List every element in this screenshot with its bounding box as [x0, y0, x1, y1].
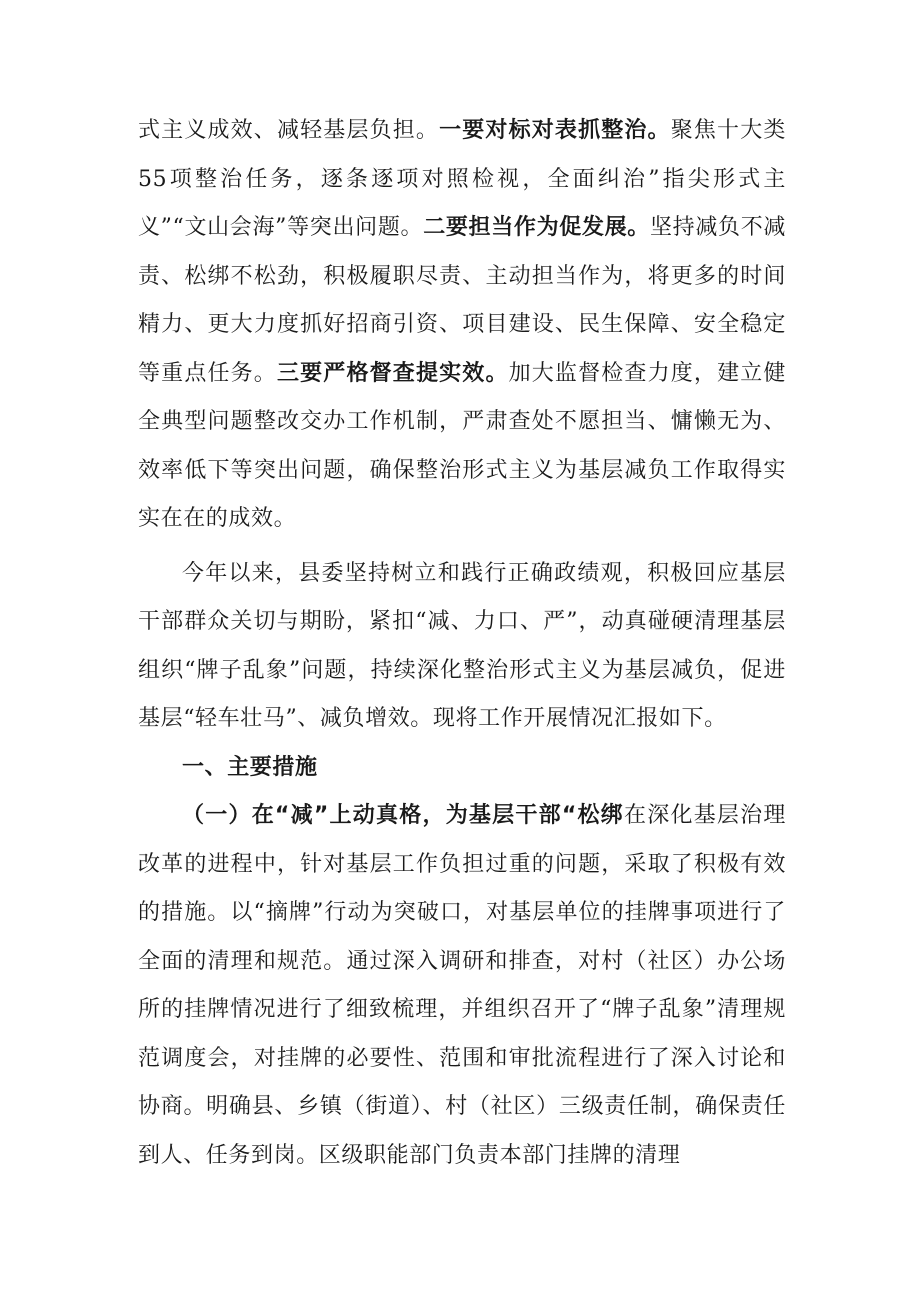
paragraph-text: 式主义成效、减轻基层负担。: [138, 118, 440, 143]
paragraph-intro: 今年以来，县委坚持树立和践行正确政绩观，积极回应基层干部群众关切与期盼，紧扣“减、力口、严”，动真碰硬清理基层组织“牌子乱象”问题，持续深化整治形式主义为基层减负，促进基层“轻车壮马”、减负增效。现将工作开展情况汇报如下。: [138, 560, 786, 731]
document-body: [138, 107, 786, 1180]
paragraph-text: 坚持减负不减责、松绑不松劲，积极履职尽责、主动担当作为，将更多的时间精力、更大力度抓好招商引资、项目建设、民生保障、安全稳定等重点任务。: [138, 215, 786, 386]
section-heading: 一、主要措施: [182, 754, 318, 780]
subsection-heading: （一）在“减”上动真格，为基层干部“松绑: [182, 803, 624, 828]
bold-point-two: 二要担当作为促发展。: [423, 215, 650, 240]
bold-point-three: 三要严格督查提实效。: [276, 360, 509, 386]
paragraph-text: 聚焦十大类55项整治任务，逐条逐项对照检视，全面纠治”指尖形式主义”“文山会海”等突出问题。: [138, 118, 786, 240]
paragraph-text: 在深化基层治理改革的进程中，针对基层工作负担过重的问题，采取了积极有效的措施。以“摘牌”行动为突破口，对基层单位的挂牌事项进行了全面的清理和规范。通过深入调研和排查，对村（社区）办公场所的挂牌情况进行了细致梳理，并组织召开了“牌子乱象”清理规范调度会，对挂牌的必要性、范围和审批流程进行了深入讨论和协商。明确县、乡镇（街道）、村（社区）三级责任制，确保责任到人、任务到岗。区级职能部门负责本部门挂牌的清理: [138, 803, 786, 1168]
paragraph-text: 加大监督检查力度，建立健全典型问题整改交办工作机制，严肃查处不愿担当、慵懒无为、效率低下等突出问题，确保整治形式主义为基层减负工作取得实实在在的成效。: [138, 360, 786, 531]
paragraph-continuation: [138, 107, 786, 544]
bold-point-one: 一要对标对表抓整治。: [439, 118, 671, 143]
subsection-paragraph: [138, 792, 786, 1180]
